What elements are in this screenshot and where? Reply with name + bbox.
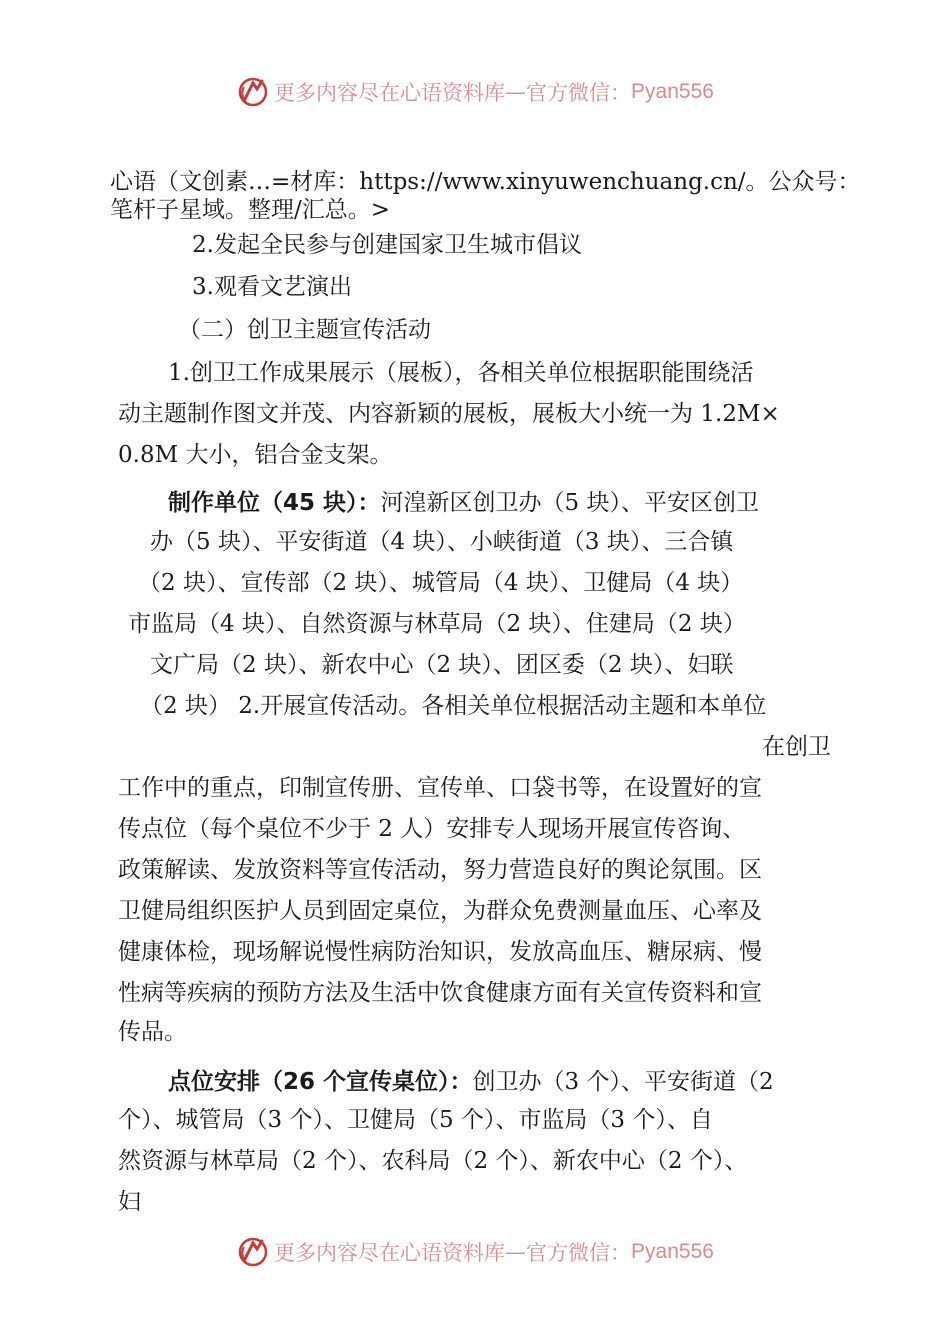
banner-wechat-id: Pyan556 (631, 80, 714, 103)
text-line: 传点位（每个桌位不少于 2 人）安排专人现场开展宣传咨询、 (118, 816, 746, 842)
text-line: 3.观看文艺演出 (192, 274, 352, 300)
label-production-units: 制作单位（45 块）： (168, 490, 381, 516)
text-line: 笔杆子星域。整理/汇总。> (110, 197, 391, 223)
text-line: 卫健局组织医护人员到固定桌位，为群众免费测量血压、心率及 (118, 898, 762, 924)
text-line: 0.8M 大小，铝合金支架。 (118, 442, 393, 468)
brand-logo-icon (236, 75, 270, 109)
brand-logo-icon (236, 1235, 270, 1269)
section-heading: （二）创卫主题宣传活动 (178, 317, 431, 343)
text-line: 个）、城管局（3 个）、卫健局（5 个）、市监局（3 个）、自 (118, 1107, 713, 1133)
banner-wechat-id: Pyan556 (631, 1240, 714, 1263)
text-line: 2.发起全民参与创建国家卫生城市倡议 (192, 232, 582, 258)
text-line: 健康体检，现场解说慢性病防治知识，发放高血压、糖尿病、慢 (118, 939, 762, 965)
text-line: 传品。 (118, 1019, 187, 1045)
text-line: 1.创卫工作成果展示（展板），各相关单位根据职能围绕活 (168, 360, 754, 386)
banner-separator: — (505, 1240, 527, 1264)
text-line: 心语（文创素…=材库：https://www.xinyuwenchuang.cn/。公众号： (110, 169, 861, 195)
text-line: 政策解读、发放资料等宣传活动，努力营造良好的舆论氛围。区 (118, 857, 762, 883)
banner-main-text: 更多内容尽在心语资料库 (274, 81, 506, 105)
label-booth-arrangement: 点位安排（26 个宣传桌位）： (168, 1069, 473, 1095)
text-line: 然资源与林草局（2 个）、农科局（2 个）、新农中心（2 个）、 (118, 1148, 748, 1174)
text-line: （2 块）、宣传部（2 块）、城管局（4 块）、卫健局（4 块） (138, 570, 744, 596)
header-banner (0, 72, 950, 112)
text-line: 在创卫 (762, 734, 831, 760)
text-line: 性病等疾病的预防方法及生活中饮食健康方面有关宣传资料和宣 (118, 980, 762, 1006)
banner-wechat-label: 官方微信： (526, 1241, 632, 1265)
text-line: 妇 (118, 1189, 141, 1215)
banner-separator: — (505, 80, 527, 104)
text-line: 制作单位（45 块）：河湟新区创卫办（5 块）、平安区创卫 (168, 490, 759, 516)
text-line: 工作中的重点，印制宣传册、宣传单、口袋书等，在设置好的宣 (118, 775, 762, 801)
banner-main-text: 更多内容尽在心语资料库 (274, 1241, 506, 1265)
text-line: 点位安排（26 个宣传桌位）：创卫办（3 个）、平安街道（2 (168, 1069, 774, 1095)
banner-wechat-label: 官方微信： (526, 81, 632, 105)
text-line: （2 块） 2.开展宣传活动。各相关单位根据活动主题和本单位 (140, 693, 767, 719)
text-line: 动主题制作图文并茂、内容新颖的展板，展板大小统一为 1.2M× (118, 401, 780, 427)
footer-banner (0, 1232, 950, 1272)
text-line: 市监局（4 块）、自然资源与林草局（2 块）、住建局（2 块） (128, 611, 746, 637)
text-line: 办（5 块）、平安街道（4 块）、小峡街道（3 块）、三合镇 (150, 529, 734, 555)
text-line: 文广局（2 块）、新农中心（2 块）、团区委（2 块）、妇联 (150, 652, 734, 678)
